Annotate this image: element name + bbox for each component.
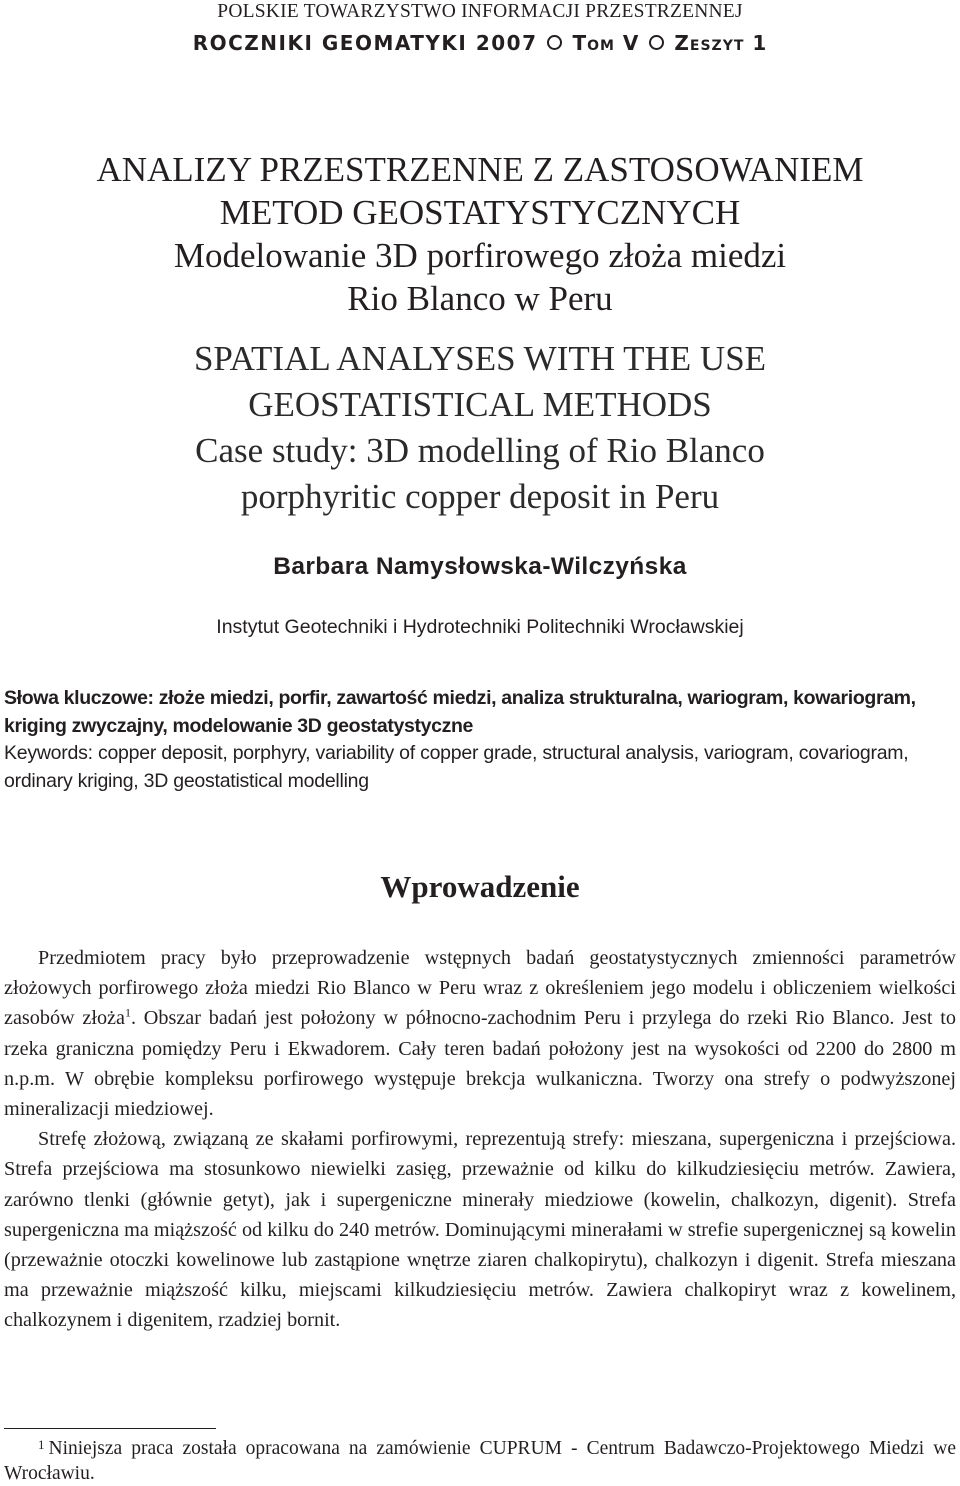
paragraph-text: . Obszar badań jest położony w północno-zachodnim Peru i przylega do rzeki Rio Blanco. Jest to rzeka graniczna pomiędzy Peru i Ekwadorem. Cały teren badań położony jest na wysokości od 2200 do 2800 m n.p.m. W obrębie kompleksu porfirowego występuje brekcja wulkaniczna. Tworzy ona strefy o podwyższonej mineralizacji miedziowej. xyxy=(4,1007,956,1121)
journal-name: ROCZNIKI GEOMATYKI 2007 xyxy=(192,31,538,55)
footnote-text: Niniejsza praca została opracowana na zamówienie CUPRUM - Centrum Badawczo-Projektowego Miedzi we Wrocławiu. xyxy=(4,1438,956,1484)
title-pl-line: Rio Blanco w Peru xyxy=(347,279,613,318)
keywords-english: Keywords: copper deposit, porphyry, variability of copper grade, structural analysis, variogram, covariogram, ordinary kriging, 3D geostatistical modelling xyxy=(4,742,909,792)
keywords-polish: Słowa kluczowe: złoże miedzi, porfir, zawartość miedzi, analiza strukturalna, wariogram, kowariogram, kriging zwyczajny, modelowanie 3D geostatystyczne xyxy=(4,687,916,737)
bullet-circle-icon xyxy=(649,35,664,50)
author-affiliation: Instytut Geotechniki i Hydrotechniki Politechniki Wrocławskiej xyxy=(216,616,744,638)
paragraph xyxy=(4,943,956,1124)
title-polish xyxy=(0,148,960,320)
footnote-reference: 1 xyxy=(124,1005,131,1020)
title-pl-line: Modelowanie 3D porfirowego złoża miedzi xyxy=(173,236,787,275)
title-pl-line: METOD GEOSTATYSTYCZNYCH xyxy=(219,193,741,232)
title-en-line: SPATIAL ANALYSES WITH THE USE xyxy=(193,339,767,378)
paragraph-text: Przedmiotem pracy było przeprowadzenie wstępnych badań geostatystycznych zmienności parametrów złożowych porfirowego złoża miedzi Rio Blanco w Peru wraz z określeniem jego modelu i obliczeniem wielkości zasobów złoża xyxy=(4,947,956,1030)
keywords-block xyxy=(4,685,954,795)
author-name: Barbara Namysłowska-Wilczyńska xyxy=(273,553,687,580)
bullet-circle-icon xyxy=(547,35,562,50)
title-english xyxy=(0,336,960,520)
title-pl-line: ANALIZY PRZESTRZENNE Z ZASTOSOWANIEM xyxy=(96,150,864,189)
paragraph: Strefę złożową, związaną ze skałami porfirowymi, reprezentują strefy: mieszana, supergeniczna i przejściowa. Strefa przejściowa ma stosunkowo niewielki zasięg, przeważnie od kilku do kilkudziesięciu metrów. Zawiera, zarówno tlenki (głównie getyt), jak i supergeniczne minerały miedziowe (kowelin, chalkozyn, digenit). Strefa supergeniczna ma miąższość od kilku do 240 metrów. Dominującymi minerałami w strefie supergenicznej są kowelin (przeważnie otoczki kowelinowe lub zastąpione wnętrze ziaren chalkopirytu), chalkozyn i digenit. Strefa mieszana ma przeważnie miąższość kilku, miejscami kilkudziesięciu metrów. Zawiera chalkopiryt wraz z kowelinem, chalkozynem i digenitem, rzadziej bornit. xyxy=(4,1128,956,1332)
body-text xyxy=(4,943,956,1336)
footnote-divider xyxy=(4,1428,216,1429)
journal-issue: Zeszyt 1 xyxy=(674,31,768,55)
title-en-line: porphyritic copper deposit in Peru xyxy=(240,477,720,516)
journal-volume: Tom V xyxy=(572,31,640,55)
society-name: POLSKIE TOWARZYSTWO INFORMACJI PRZESTRZENNEJ xyxy=(217,1,743,22)
journal-series-line xyxy=(0,30,960,56)
section-heading: Wprowadzenie xyxy=(380,869,580,904)
footnote xyxy=(4,1436,956,1486)
title-en-line: GEOSTATISTICAL METHODS xyxy=(248,385,712,424)
footnote-mark: 1 xyxy=(38,1437,45,1452)
title-en-line: Case study: 3D modelling of Rio Blanco xyxy=(195,431,765,470)
